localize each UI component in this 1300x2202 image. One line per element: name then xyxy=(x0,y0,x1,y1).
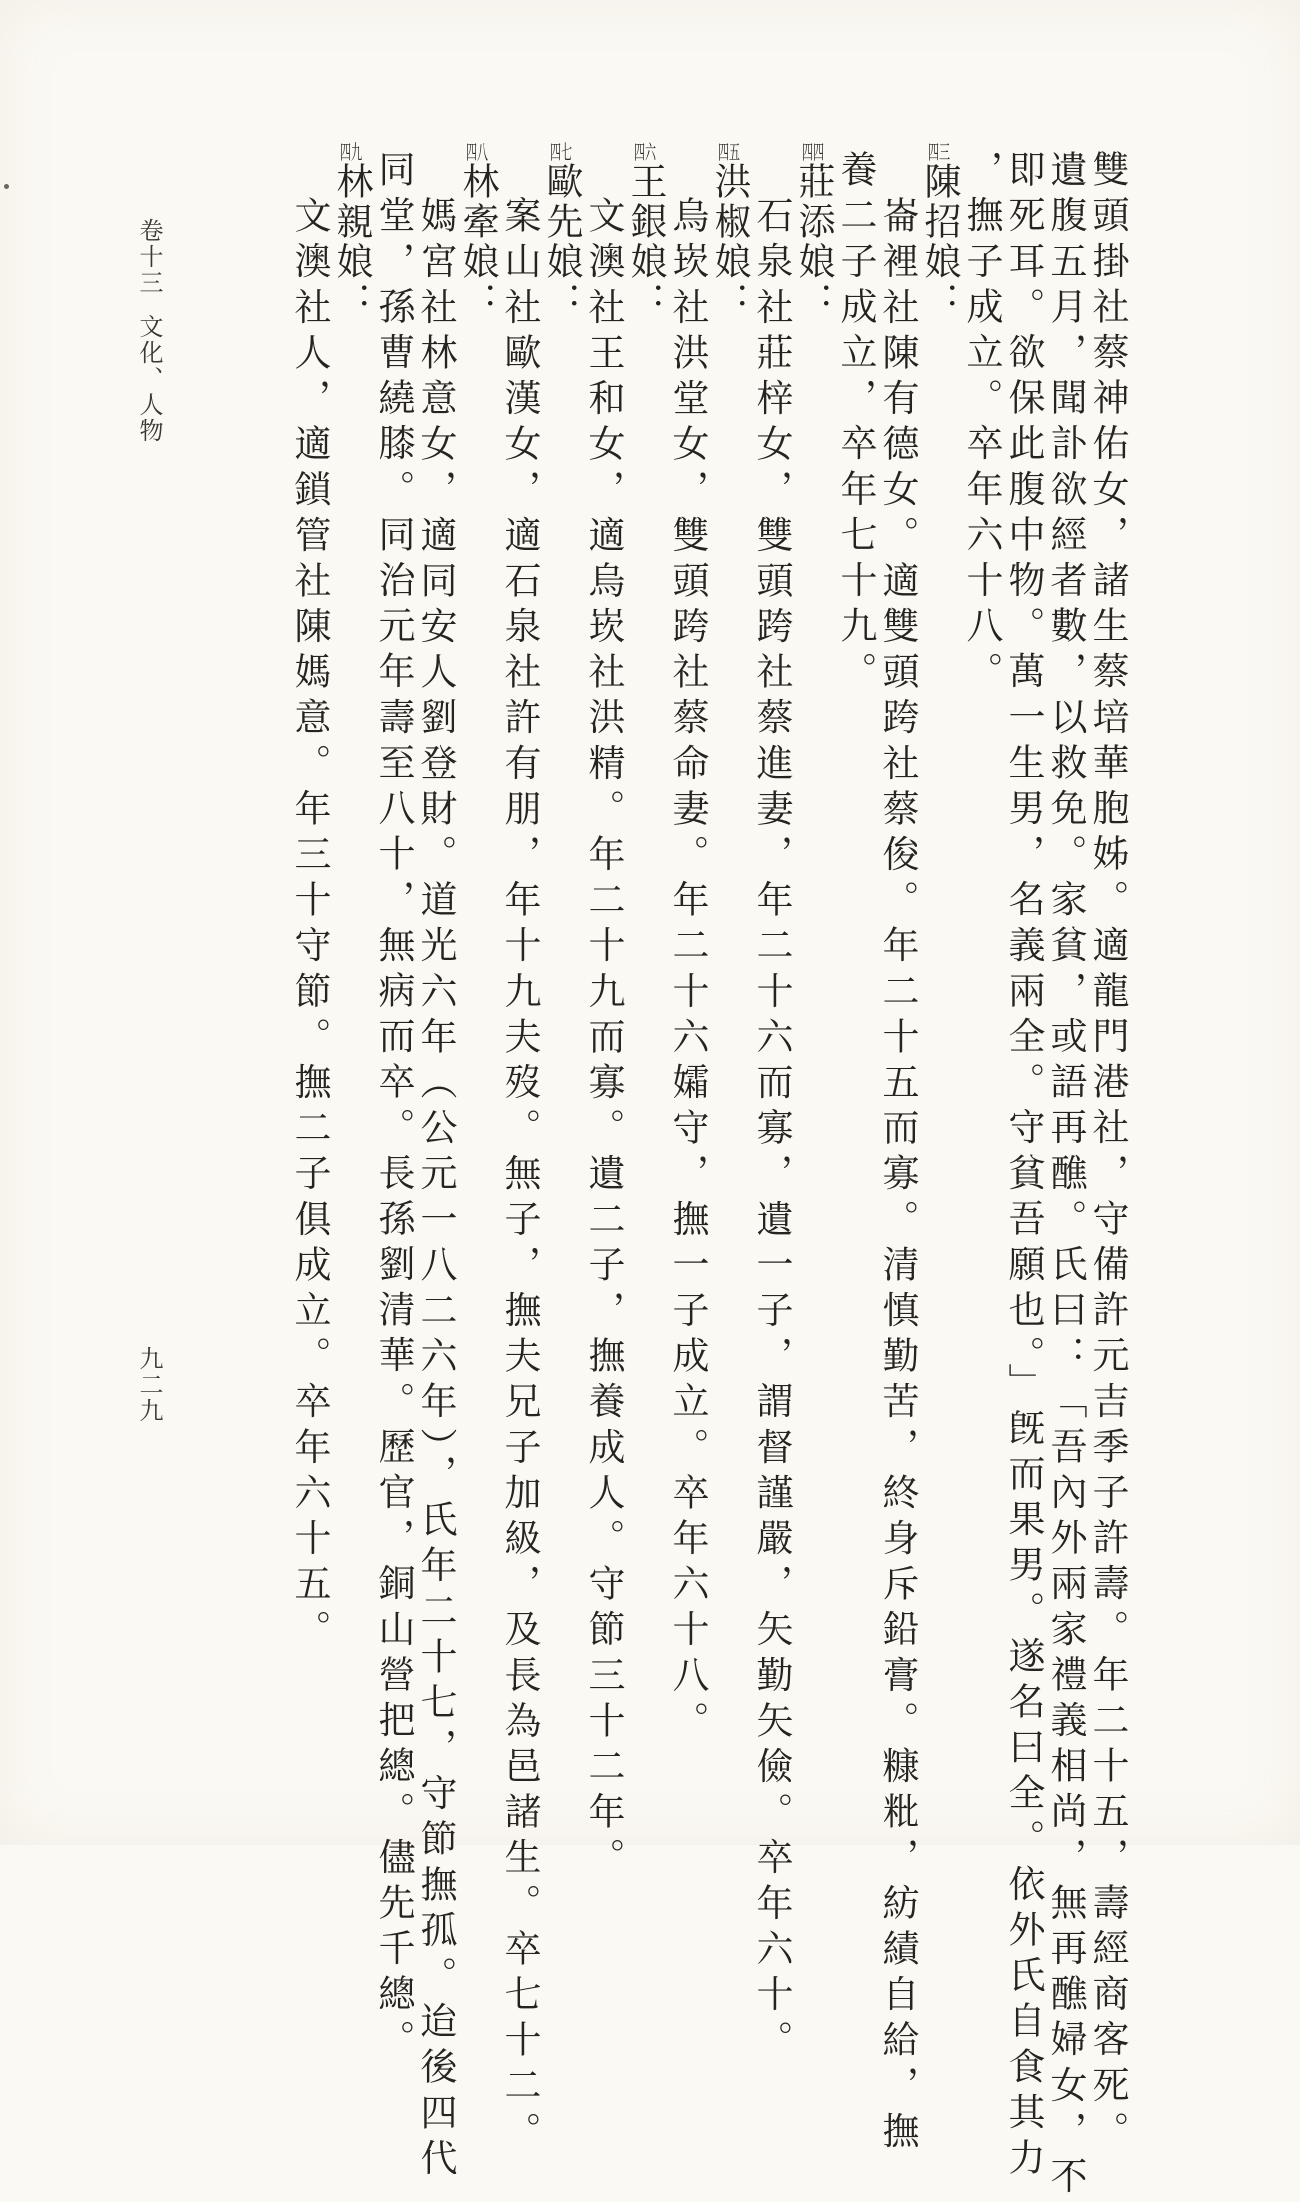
running-head xyxy=(137,218,161,444)
text-column: 烏崁社洪堂女，雙頭跨社蔡命妻。年二十六孀守，撫一子成立。卒年六十八。 xyxy=(666,196,709,1747)
entry-heading xyxy=(792,142,835,322)
text-column: 養二子成立，卒年七十九。 xyxy=(834,150,877,698)
entry-heading xyxy=(918,142,961,322)
entry-name: 王銀娘： xyxy=(624,162,667,322)
entry-number: 四四 xyxy=(802,142,824,162)
section-label: 文化、人物 xyxy=(135,314,163,444)
text-column: 文澳社王和女，適烏崁社洪精。年二十九而寡。遺二子，撫養成人。守節三十二年。 xyxy=(582,196,625,1884)
text-column: 同堂，孫曹繞膝。同治元年壽至八十，無病而卒。長孫劉清華。歷官，銅山營把總。儘先千總。 xyxy=(372,150,415,2066)
entry-number: 四三 xyxy=(928,142,950,162)
entry-name: 林牽娘： xyxy=(456,162,499,322)
entry-name: 林親娘： xyxy=(330,162,373,322)
entry-name: 莊添娘： xyxy=(792,162,835,322)
entry-name: 洪椒娘： xyxy=(708,162,751,322)
page-number: 九二九 xyxy=(135,1346,163,1424)
text-column: 文澳社人，適鎖管社陳媽意。年三十守節。撫二子俱成立。卒年六十五。 xyxy=(288,196,331,1656)
text-column: 案山社歐漢女，適石泉社許有朋，年十九夫歿。無子，撫夫兄子加級，及長為邑諸生。卒七十二。 xyxy=(498,196,541,2157)
text-column: 石泉社莊梓女，雙頭跨社蔡進妻，年二十六而寡，遺一子，謂督謹嚴，矢勤矢儉。卒年六十。 xyxy=(750,196,793,2066)
text-column: 雙頭掛社蔡神佑女，諸生蔡培華胞姊。適龍門港社，守備許元吉季子許壽。年二十五，壽經商客死。 xyxy=(1086,150,1129,2157)
entry-number: 四七 xyxy=(550,142,572,162)
entry-number: 四九 xyxy=(340,142,362,162)
text-column: 媽宮社林意女，適同安人劉登財。道光六年（公元一八二六年），氏年二十七，守節撫孤。迨後四代 xyxy=(414,196,457,2184)
text-column: 遺腹五月，聞訃欲經者數，以救免。家貧，或語再醮。氏曰：「吾內外兩家禮義相尚，無再醮婦女，不 xyxy=(1044,150,1087,2202)
entry-number: 四五 xyxy=(718,142,740,162)
scan-speck xyxy=(4,184,9,189)
entry-heading xyxy=(540,142,583,322)
entry-heading xyxy=(624,142,667,322)
entry-heading xyxy=(708,142,751,322)
entry-heading xyxy=(456,142,499,322)
entry-number: 四六 xyxy=(634,142,656,162)
volume-label: 卷十三 xyxy=(135,218,163,296)
text-column: 即死耳。欲保此腹中物。萬一生男，名義兩全。守貧吾願也。」旣而果男。遂名曰全。依外氏自食其力 xyxy=(1002,150,1045,2184)
entry-heading xyxy=(330,142,373,322)
text-column: ，撫子成立。卒年六十八。 xyxy=(960,150,1003,698)
entry-number: 四八 xyxy=(466,142,488,162)
entry-name: 歐先娘： xyxy=(540,162,583,322)
text-column: 崙裡社陳有德女。適雙頭跨社蔡俊。年二十五而寡。清慎勤苦，終身斥鉛膏。糠粃，紡績自給，撫 xyxy=(876,196,919,2157)
entry-name: 陳招娘： xyxy=(918,162,961,322)
